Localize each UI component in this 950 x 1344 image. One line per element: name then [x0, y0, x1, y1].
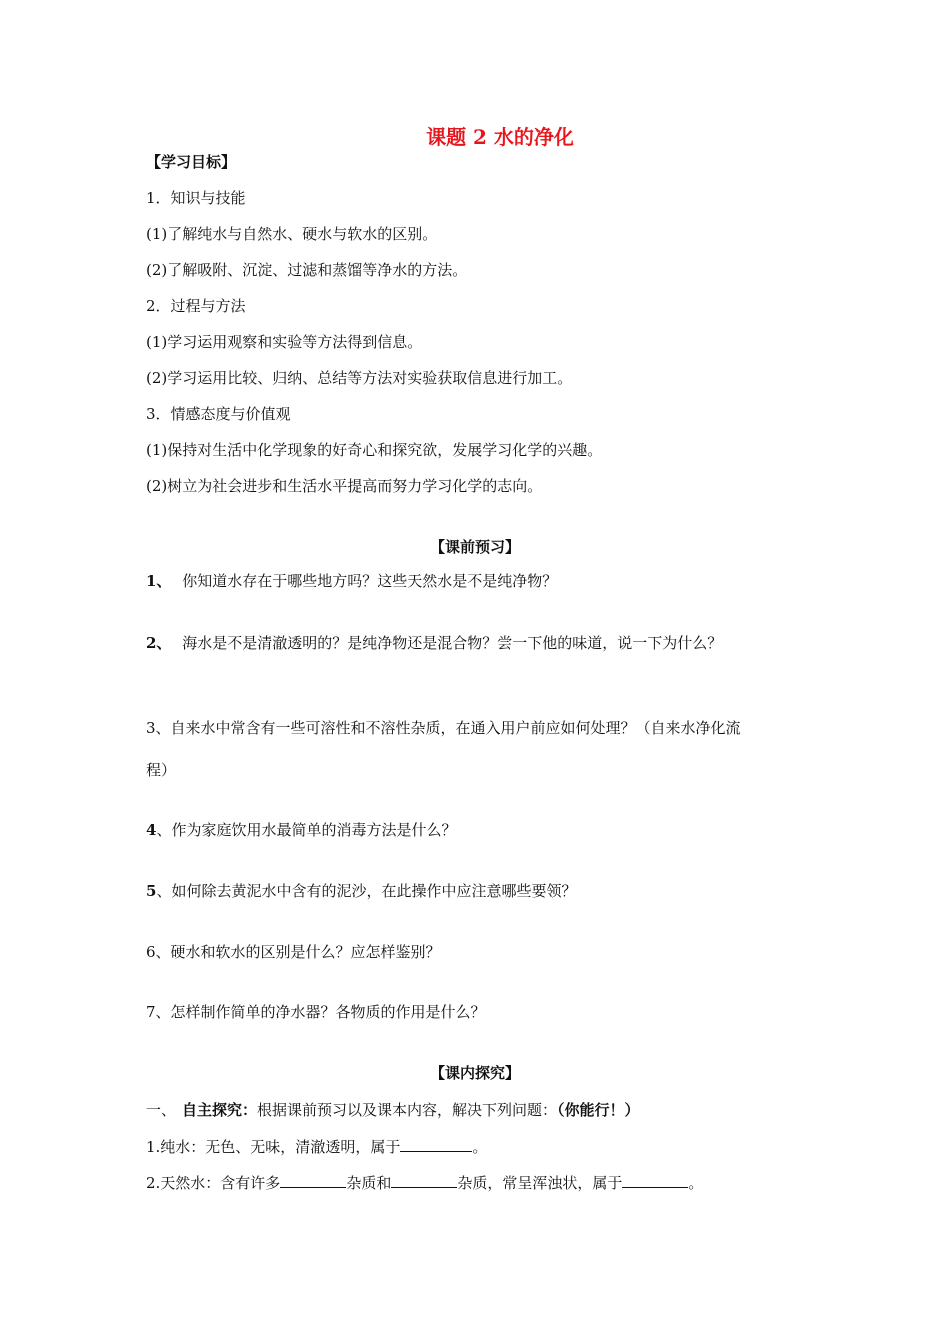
item-text: 2.天然水：含有许多	[146, 1174, 281, 1192]
inquiry-item-2	[146, 1172, 703, 1193]
objective-line: 1．知识与技能	[146, 189, 246, 207]
question-text: 海水是不是清澈透明的？是纯净物还是混合物？尝一下他的味道，说一下为什么？	[182, 634, 723, 652]
inquiry-intro	[146, 1100, 640, 1120]
objective-line: (2)了解吸附、沉淀、过滤和蒸馏等净水的方法。	[146, 261, 468, 279]
question-number: 5	[146, 882, 157, 900]
preview-question-5	[146, 881, 576, 901]
preview-question-3-line-1: 3、自来水中常含有一些可溶性和不溶性杂质，在通入用户前应如何处理？（自来水净化流	[146, 719, 741, 737]
objective-line: (2)学习运用比较、归纳、总结等方法对实验获取信息进行加工。	[146, 369, 573, 387]
preview-question-6: 6、硬水和软水的区别是什么？应怎样鉴别？	[146, 943, 441, 961]
inquiry-intro-tail: （你能行！）	[557, 1101, 640, 1119]
objective-line: (2)树立为社会进步和生活水平提高而努力学习化学的志向。	[146, 477, 543, 495]
item-text: 杂质，常呈浑浊状，属于	[457, 1174, 623, 1192]
question-text: 你知道水存在于哪些地方吗？这些天然水是不是纯净物？	[182, 572, 558, 590]
objective-line: 2．过程与方法	[146, 297, 246, 315]
preview-question-4	[146, 820, 456, 840]
answer-blank[interactable]	[622, 1172, 688, 1188]
question-text: 、作为家庭饮用水最简单的消毒方法是什么？	[156, 821, 457, 839]
inquiry-intro-text: 根据课前预习以及课本内容，解决下列问题：	[257, 1101, 558, 1119]
answer-blank[interactable]	[280, 1172, 346, 1188]
objective-line: 3．情感态度与价值观	[146, 405, 291, 423]
preview-question-1	[146, 571, 557, 591]
answer-blank[interactable]	[391, 1172, 457, 1188]
answer-blank[interactable]	[400, 1136, 472, 1152]
preview-question-2	[146, 633, 722, 653]
inquiry-heading: 【课内探究】	[429, 1064, 520, 1082]
preview-question-7: 7、怎样制作简单的净水器？各物质的作用是什么？	[146, 1003, 486, 1021]
objective-line: (1)了解纯水与自然水、硬水与软水的区别。	[146, 225, 438, 243]
question-number: 1、	[146, 572, 172, 590]
item-end: 。	[472, 1138, 488, 1156]
objective-line: (1)学习运用观察和实验等方法得到信息。	[146, 333, 423, 351]
item-text: 杂质和	[346, 1174, 392, 1192]
question-number: 2、	[146, 634, 172, 652]
item-text: 1.纯水：无色、无味，清澈透明，属于	[146, 1138, 401, 1156]
inquiry-item-1	[146, 1136, 487, 1157]
question-number: 4	[146, 821, 157, 839]
inquiry-intro-bold: 自主探究：	[182, 1101, 258, 1119]
item-end: 。	[688, 1174, 704, 1192]
objective-line: (1)保持对生活中化学现象的好奇心和探究欲，发展学习化学的兴趣。	[146, 441, 603, 459]
preview-question-3-line-2: 程）	[146, 761, 177, 779]
preview-heading: 【课前预习】	[429, 538, 520, 556]
page-title: 课题 2 水的净化	[426, 125, 574, 149]
objectives-heading: 【学习目标】	[146, 153, 237, 171]
inquiry-intro-prefix: 一、	[146, 1101, 177, 1119]
question-text: 、如何除去黄泥水中含有的泥沙，在此操作中应注意哪些要领？	[156, 882, 577, 900]
